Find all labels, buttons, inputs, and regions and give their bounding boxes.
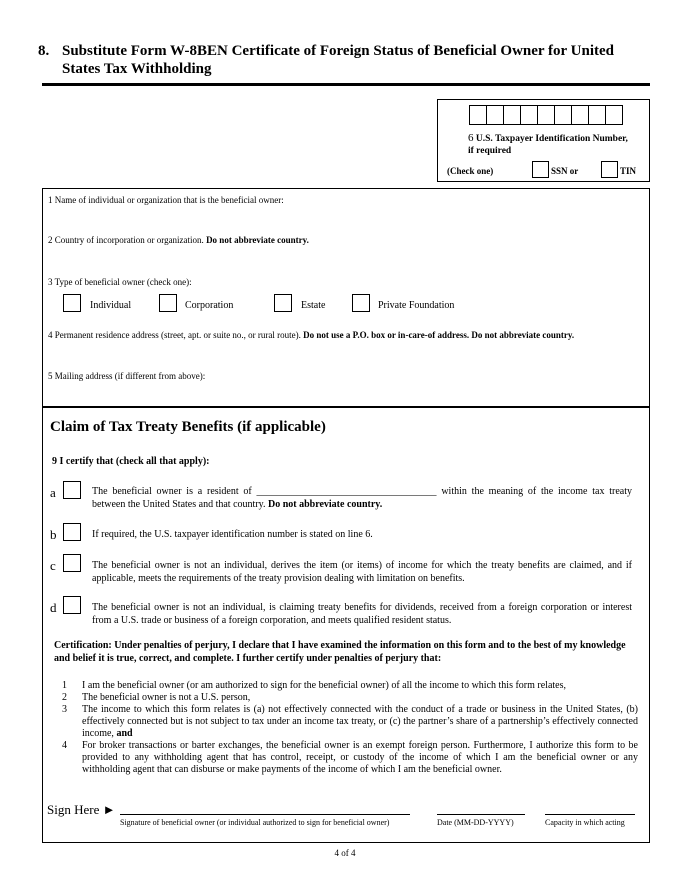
certification-item	[62, 680, 638, 692]
item-text: For broker transactions or barter exchanges, the beneficial owner is an exempt foreign person. Furthermore, I authorize this form to be provided to any withholding agent that has control, receipt, or custody of the income of which I am the beneficial owner or any withholding agent that can disburse or make payments of the income of which I am the beneficial owner.	[82, 740, 638, 775]
title-line-2: States Tax Withholding	[62, 61, 212, 77]
item-c-text: The beneficial owner is not an individual, derives the item (or items) of income for which the treaty benefits are claimed, and if applicable, meets the requirements of the treaty provision dealing with limitation on benefits.	[92, 560, 632, 584]
tin-digit-8[interactable]	[589, 106, 606, 124]
line-3-label: 3 Type of beneficial owner (check one):	[48, 277, 192, 287]
tin-digit-9[interactable]	[606, 106, 623, 124]
line-5-label: 5 Mailing address (if different from above):	[48, 371, 206, 381]
section-divider	[42, 406, 650, 408]
tin-box	[437, 99, 650, 182]
form-title	[38, 42, 638, 78]
item-text-bold: and	[116, 728, 133, 739]
item-text: The beneficial owner is not a U.S. person,	[82, 692, 251, 703]
signature-label: Signature of beneficial owner (or individual authorized to sign for beneficial owner)	[120, 818, 390, 827]
certification-statement: Certification: Under penalties of perjury, I declare that I have examined the information on this form and to the best of my knowledge and belief it is true, correct, and complete. I further certify under penalties of perjury that:	[54, 640, 626, 664]
individual-checkbox[interactable]	[63, 294, 81, 312]
item-a-text-1: The beneficial owner is a resident of	[92, 486, 257, 497]
tin-type-label: TIN	[620, 166, 637, 176]
section-number: 8.	[38, 43, 50, 59]
estate-checkbox[interactable]	[274, 294, 292, 312]
treaty-section-title: Claim of Tax Treaty Benefits (if applicable)	[50, 419, 326, 435]
item-d-letter: d	[50, 600, 57, 615]
certification-item	[62, 740, 638, 776]
tin-digit-2[interactable]	[487, 106, 504, 124]
tin-label-line-2: if required	[468, 146, 512, 156]
item-number: 1	[62, 680, 67, 691]
tin-digit-7[interactable]	[572, 106, 589, 124]
line-2-label	[48, 235, 309, 246]
item-number: 4	[62, 740, 67, 751]
corporation-label: Corporation	[185, 300, 234, 311]
sign-here-label: Sign Here ►	[47, 802, 116, 817]
capacity-line[interactable]	[545, 814, 635, 815]
private-foundation-checkbox[interactable]	[352, 294, 370, 312]
item-d-text: The beneficial owner is not an individual, is claiming treaty benefits for dividends, received from a foreign corporation or interest from a U.S. trade or business of a foreign corporation, and meets qualified resident status.	[92, 602, 632, 626]
item-number: 2	[62, 692, 67, 703]
date-label: Date (MM-DD-YYYY)	[437, 818, 514, 827]
title-rule	[42, 83, 650, 86]
item-c-letter: c	[50, 558, 56, 573]
date-line[interactable]	[437, 814, 525, 815]
signature-line[interactable]	[120, 814, 410, 815]
item-a-text	[92, 485, 632, 511]
item-a-checkbox[interactable]	[63, 481, 81, 499]
line-2-text: 2 Country of incorporation or organization.	[48, 235, 207, 245]
item-c-checkbox[interactable]	[63, 554, 81, 572]
ssn-checkbox[interactable]	[532, 161, 549, 178]
item-b-checkbox[interactable]	[63, 523, 81, 541]
item-b-letter: b	[50, 527, 57, 542]
page-number: 4 of 4	[334, 848, 356, 858]
title-line-1: Substitute Form W-8BEN Certificate of Foreign Status of Beneficial Owner for United	[62, 43, 615, 59]
tin-digit-5[interactable]	[538, 106, 555, 124]
certify-heading: 9 I certify that (check all that apply):	[52, 456, 210, 467]
certification-item	[62, 692, 638, 704]
tin-digit-boxes[interactable]	[469, 105, 623, 125]
tin-line-number: 6	[468, 132, 474, 144]
item-a-text-2: within the meaning of the income tax treaty between the United States and that country.	[92, 486, 632, 510]
private-foundation-label: Private Foundation	[378, 300, 455, 311]
certification-list	[62, 680, 638, 776]
item-d-checkbox[interactable]	[63, 596, 81, 614]
line-2-bold: Do not abbreviate country.	[206, 235, 309, 245]
item-text-body: The income to which this form relates is (a) not effectively connected with the conduct of a trade or business in the United States, (b) effectively connected but is not subject to tax under an income tax treaty, or (c) the partner’s share of a partnership’s effectively connected income,	[82, 704, 638, 739]
line-4-bold: Do not use a P.O. box or in-care-of address. Do not abbreviate country.	[303, 330, 575, 340]
line-4-label	[48, 330, 574, 341]
individual-label: Individual	[90, 300, 132, 311]
tin-label	[468, 132, 628, 157]
item-number: 3	[62, 704, 67, 715]
line-1-label: 1 Name of individual or organization that is the beneficial owner:	[48, 195, 284, 205]
item-a-letter: a	[50, 485, 56, 500]
line-4-text: 4 Permanent residence address (street, apt. or suite no., or rural route).	[48, 330, 304, 340]
item-text	[82, 704, 638, 740]
tin-label-line-1: U.S. Taxpayer Identification Number,	[475, 134, 628, 144]
item-b-text: If required, the U.S. taxpayer identification number is stated on line 6.	[92, 529, 373, 540]
item-a-text-bold: Do not abbreviate country.	[267, 499, 383, 510]
item-text: I am the beneficial owner (or am authorized to sign for the beneficial owner) of all the income to which this form relates,	[82, 680, 566, 691]
ssn-label: SSN or	[551, 166, 579, 176]
tin-digit-4[interactable]	[521, 106, 538, 124]
capacity-label: Capacity in which acting	[545, 818, 625, 827]
check-one-label: (Check one)	[447, 166, 494, 176]
tin-checkbox[interactable]	[601, 161, 618, 178]
tin-digit-1[interactable]	[470, 106, 487, 124]
tin-digit-6[interactable]	[555, 106, 572, 124]
corporation-checkbox[interactable]	[159, 294, 177, 312]
item-a-country-blank[interactable]: ____________________________________	[256, 486, 437, 497]
certification-item	[62, 704, 638, 740]
tin-digit-3[interactable]	[504, 106, 521, 124]
estate-label: Estate	[301, 300, 326, 311]
